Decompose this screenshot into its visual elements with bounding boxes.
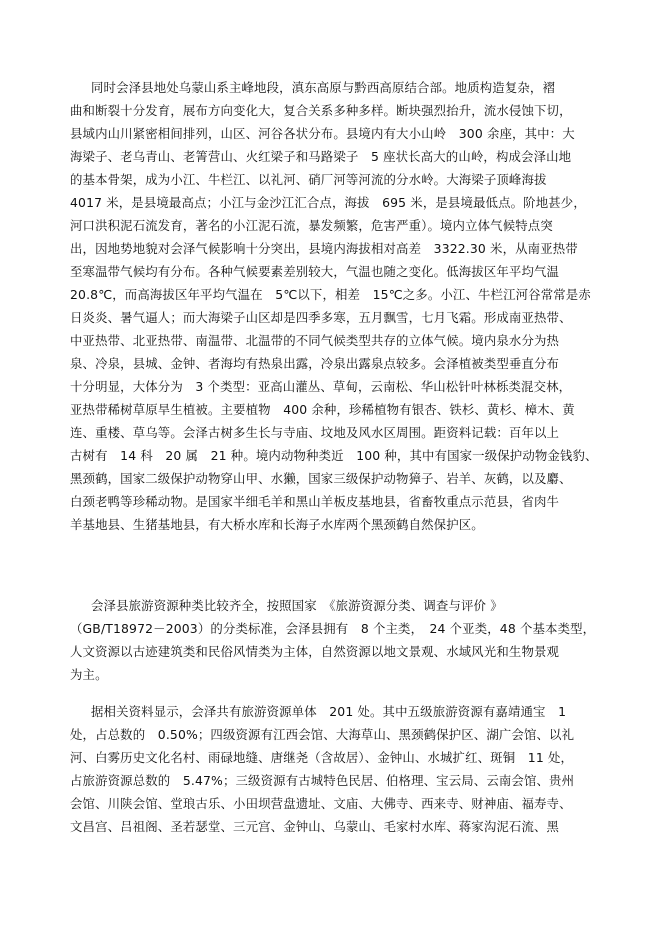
text-line: 曲和断裂十分发育，展布方向变化大，复合关系多种多样。断块强烈抬升，流水侵蚀下切， xyxy=(70,103,572,118)
text-line: 占旅游资源总数的 5.47%；三级资源有古城特色民居、伯格理、宝云局、云南会馆、贵州 xyxy=(70,773,575,788)
text-line: 为主。 xyxy=(70,667,108,682)
text-line: （GB/T18972－2003）的分类标准，会泽县拥有 8 个主类， 24 个亚类，48 个基本类型， xyxy=(70,621,596,636)
text-line: 县域内山川紧密相间排列，山区、河谷各状分布。县境内有大小山岭 300 余座，其中：大 xyxy=(70,126,575,141)
text-line: 海梁子、老乌青山、老箐营山、火红梁子和马路梁子 5 座状长高大的山岭，构成会泽山地 xyxy=(70,149,572,164)
text-line: 出，因地势地貌对会泽气候影响十分突出，县境内海拔相对高差 3322.30 米，从南亚热带 xyxy=(70,241,578,256)
text-line: 据相关资料显示，会泽共有旅游资源单体 201 处。其中五级旅游资源有嘉靖通宝 1 xyxy=(91,704,567,719)
text-line: 泉、冷泉，县城、金钟、者海均有热泉出露，冷泉出露泉点较多。会泽植被类型垂直分布 xyxy=(70,356,560,371)
text-line: 处，占总数的 0.50%；四级资源有江西会馆、大海草山、黑颈鹤保护区、湖广会馆、以礼 xyxy=(70,727,575,742)
text-line: 20.8℃，而高海拔区年平均气温在 5℃以下，相差 15℃之多。小江、牛栏江河谷常常是赤 xyxy=(70,287,591,302)
text-line: 亚热带稀树草原旱生植被。主要植物 400 余种，珍稀植物有银杏、铁杉、黄杉、樟木、黄 xyxy=(70,402,575,417)
text-line: 羊基地县、生猪基地县，有大桥水库和长海子水库两个黑颈鹤自然保护区。 xyxy=(70,517,484,532)
text-line: 中亚热带、北亚热带、南温带、北温带的不同气候类型共存的立体气候。境内泉水分为热 xyxy=(70,333,560,348)
text-line: 日炎炎、暑气逼人；而大海梁子山区却是四季多寒，五月飘雪，七月飞霜。形成南亚热带、 xyxy=(70,310,572,325)
text-line: 河口洪积泥石流发育，著名的小江泥石流，暴发频繁，危害严重）。境内立体气候特点突 xyxy=(70,218,553,233)
text-line: 人文资源以古迹建筑类和民俗风情类为主体，自然资源以地文景观、水域风光和生物景观 xyxy=(70,644,560,659)
text-line: 文昌宫、吕祖阁、圣若瑟堂、三元宫、金钟山、乌蒙山、毛家村水库、蒋家沟泥石流、黑 xyxy=(70,819,560,834)
text-line: 白颈老鸭等珍稀动物。是国家半细毛羊和黑山羊板皮基地县，省畜牧重点示范县，省肉牛 xyxy=(70,494,560,509)
text-line: 十分明显，大体分为 3 个类型：亚高山灌丛、草甸，云南松、华山松针叶林栎类混交林， xyxy=(70,379,572,394)
text-line: 会馆、川陕会馆、堂琅古乐、小田坝营盘遗址、文庙、大佛寺、西来寺、财神庙、福寿寺、 xyxy=(70,796,572,811)
text-line: 至寒温带气候均有分布。各种气候要素差别较大，气温也随之变化。低海拔区年平均气温 xyxy=(70,264,560,279)
text-line: 4017 米，是县境最高点；小江与金沙江汇合点，海拔 695 米，是县境最低点。阶地甚少， xyxy=(70,195,586,210)
text-line: 连、重楼、草乌等。会泽古树多生长与寺庙、坟地及风水区周围。距资料记载：百年以上 xyxy=(70,425,560,440)
text-line: 河、白雾历史文化名村、雨碌地缝、唐继尧（含故居）、金钟山、水城扩红、斑铜 11 处， xyxy=(70,750,574,765)
text-line: 会泽县旅游资源种类比较齐全，按照国家 《旅游资源分类、调查与评价 》 xyxy=(91,598,503,613)
text-line: 的基本骨架，成为小江、牛栏江、以礼河、硝厂河等河流的分水岭。大海梁子顶峰海拔 xyxy=(70,172,547,187)
text-line: 古树有 14 科 20 属 21 种。境内动物种类近 100 种，其中有国家一级保护动物金钱豹、 xyxy=(70,448,598,463)
text-line: 黑颈鹤，国家二级保护动物穿山甲、水獭，国家三级保护动物獐子、岩羊、灰鹤，以及麝、 xyxy=(70,471,572,486)
text-line: 同时会泽县地处乌蒙山系主峰地段，滇东高原与黔西高原结合部。地质构造复杂，褶 xyxy=(91,80,556,95)
